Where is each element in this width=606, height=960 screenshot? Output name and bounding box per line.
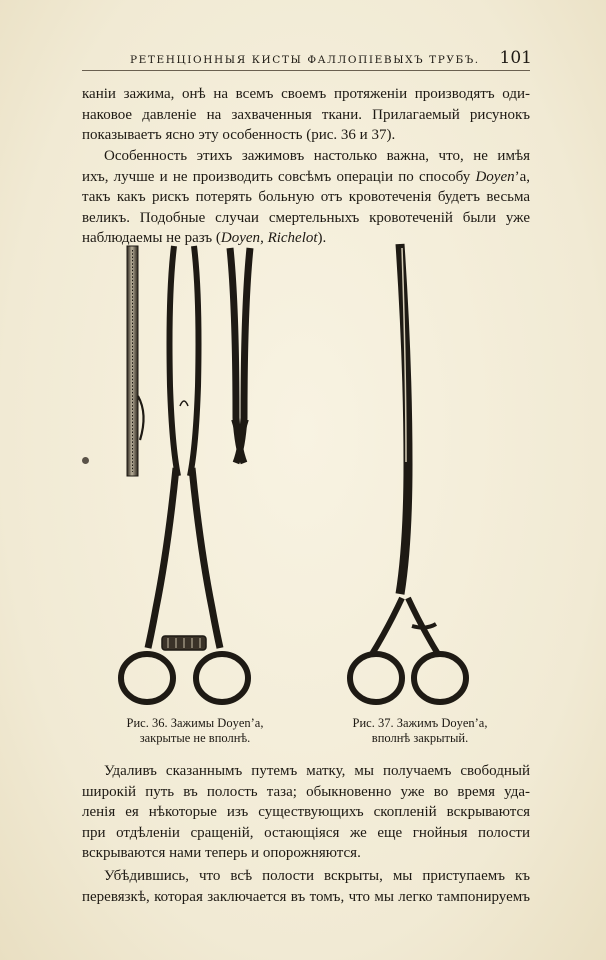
text-line: при отдѣленіи сращеній, остающіяся же еще гнойныя полости <box>82 824 530 841</box>
caption-sub: закрытые не вполнѣ. <box>139 731 251 745</box>
running-title: РЕТЕНЦІОННЫЯ КИСТЫ ФАЛЛОПІЕВЫХЪ ТРУБЪ. <box>130 54 480 66</box>
text-line: наблюдаемы не разъ (Doyen, Richelot). <box>82 230 327 246</box>
paragraph-4 <box>82 866 530 907</box>
ink-speck <box>82 457 89 464</box>
text-line: Убѣдившись, что всѣ полости вскрыты, мы приступаемъ къ <box>104 868 530 884</box>
text-line: Удаливъ сказаннымъ путемъ матку, мы получаемъ свободный <box>104 763 530 779</box>
clamp-fig-36 <box>121 246 248 702</box>
caption-label: Рис. 37. Зажимъ Doyen’a, <box>352 716 488 730</box>
text-line: Особенность этихъ зажимовъ настолько важна, что, не имѣя <box>104 148 530 164</box>
text-line: ихъ, лучше и не производить совсѣмъ операціи по способу Doyen’a, <box>82 168 530 185</box>
text-line: такъ какъ рискъ потерять больную отъ кровотеченія будетъ весьма <box>82 189 530 205</box>
caption-sub: вполнѣ закрытый. <box>371 731 469 745</box>
figure-doyen-clamps <box>72 238 542 708</box>
caption-fig-37 <box>305 716 535 746</box>
text-line: наковое давленіе на захваченныя ткани. Прилагаемый рисунокъ <box>82 106 530 123</box>
text-line: каніи зажима, онѣ на всемъ своемъ протяженіи производятъ оди- <box>82 86 530 102</box>
text-line: широкій путь въ полость таза; обыкновенно уже во время уда- <box>82 783 530 800</box>
author-doyen: Doyen <box>220 230 261 246</box>
caption-fig-36 <box>80 716 310 746</box>
page-number: 101 <box>499 48 532 68</box>
clamp-jaws-open <box>230 248 250 463</box>
text-line: показываетъ ясно эту особенность (рис. 36 и 37). <box>82 127 396 143</box>
author-richelot: Richelot <box>267 230 318 246</box>
text-line: великъ. Подобные случаи смертельныхъ кровотеченій были уже <box>82 209 530 226</box>
paragraph-1 <box>82 84 530 146</box>
page-header <box>72 48 532 72</box>
text-line: ленія ея нѣкоторые изъ существующихъ скопленій вскрываются <box>82 804 530 820</box>
paragraph-3 <box>82 761 530 864</box>
text-line: перевязкѣ, которая заключается въ томъ, что мы легко тампонируемъ <box>82 888 530 905</box>
clamp-jaw-detail <box>127 246 144 476</box>
paragraph-2 <box>82 146 530 249</box>
clamp-fig-37 <box>350 244 466 702</box>
caption-label: Рис. 36. Зажимы Doyen’a, <box>126 716 264 730</box>
header-rule <box>82 70 530 71</box>
author-doyen: Doyen <box>475 168 515 185</box>
text-line: вскрываются нами теперь и опорожняются. <box>82 845 361 861</box>
